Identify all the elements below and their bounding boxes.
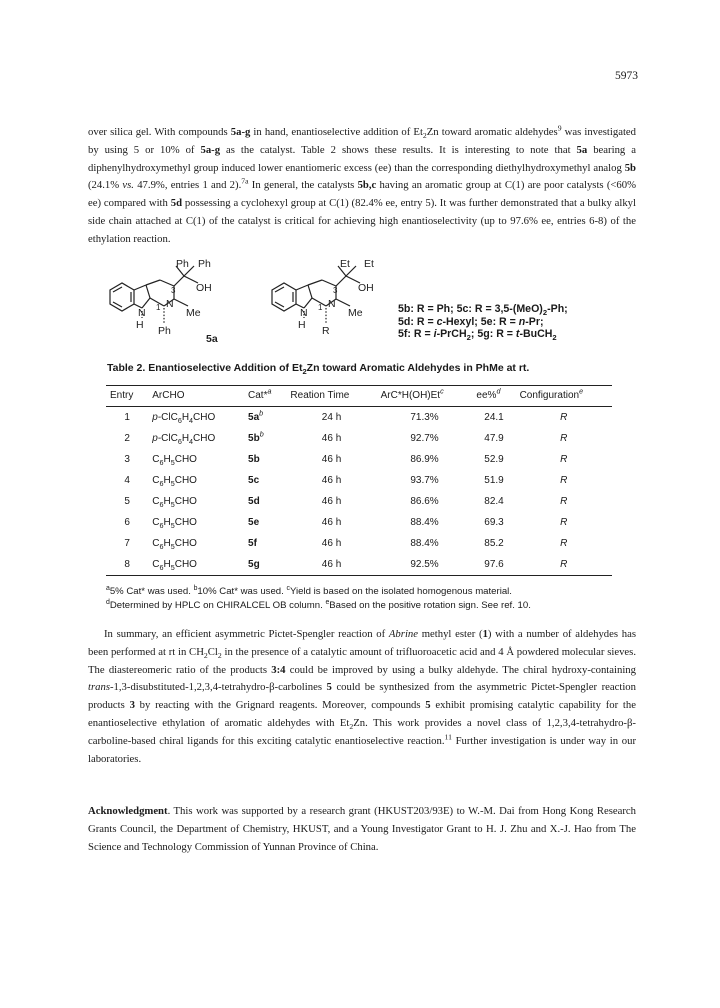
cell-time: 46 h	[321, 454, 342, 465]
cell-aldehyde: $C_6H_5CHO$	[152, 475, 197, 488]
5bg-et-label-1: Et	[340, 258, 350, 270]
r-group-definitions	[398, 303, 568, 341]
col-header-catalyst: Cat*$^a$	[244, 386, 286, 407]
table-row	[106, 512, 612, 533]
5a-ph-r-label: Ph	[158, 325, 171, 337]
5bg-r-label: R	[322, 325, 330, 337]
cell-ee: 52.9	[484, 454, 504, 465]
cell-time: 46 h	[286, 554, 376, 576]
cell-yield: 71.3%	[410, 412, 439, 423]
structure-5a	[110, 266, 198, 324]
cell-entry: 8	[106, 554, 148, 576]
5a-ph-label-1: Ph	[176, 258, 189, 270]
5bg-c1-label: 1	[318, 303, 323, 312]
cell-yield: 92.5%	[377, 554, 473, 576]
cell-yield: 93.7%	[410, 475, 439, 486]
cell-cat: $5b^b$	[248, 429, 264, 444]
table-row	[106, 491, 612, 512]
r-def-line: 5f: R = i-PrCH$_2$; 5g: R = t-BuCH$_2$	[398, 328, 557, 343]
cell-cat: 5e	[248, 517, 260, 528]
cell-ee: 24.1	[484, 412, 504, 423]
5bg-me-label: Me	[348, 307, 363, 319]
5a-n2-label: N	[166, 298, 174, 310]
cell-config: R	[560, 538, 568, 549]
5bg-oh-label: OH	[358, 282, 374, 294]
cell-entry: 5	[124, 496, 130, 507]
table-row	[106, 449, 612, 470]
cell-time: 46 h	[321, 538, 342, 549]
summary-paragraph: In summary, an efficient asymmetric Pictet-Spengler reaction of Abrine methyl ester (1) with a number of aldehydes has been performed at rt in $CH_2Cl_2$ in the presence of a catalytic amount of trifluoroacetic acid and 4 Å powdered molecular sieves. The diastereomeric ratio of the products 3:4 could be improved by using a bulky aldehyde. The chiral hydroxy-containing trans-1,3-disubstituted-1,2,3,4-tetrahydro-β-carbolines 5 could be synthesized from the asymmetric Pictet-Spengler reaction products 3 by reacting with the Grignard reagents. Moreover, compounds 5 exhibit promising catalytic capability for the enantioselective ethylation of aromatic aldehydes with $Et_2Zn$. This work provides a novel class of 1,2,3,4-tetrahydro-β-carboline-based chiral ligands for this exciting catalytic enantioselective reaction.$^{11}$ Further investigation is under way in our laboratories.	[88, 628, 637, 765]
table-body	[106, 407, 612, 576]
cell-ee: 97.6	[472, 554, 515, 576]
footnote-line: $^d$Determined by HPLC on CHIRALCEL OB column. $^e$Based on the positive rotation sign. See ref. 10.	[106, 598, 531, 611]
results-paragraph: over silica gel. With compounds 5a-g in hand, enantioselective addition of $Et_2Zn$ toward aromatic aldehydes$^9$ was investigated by using 5 or 10% of 5a-g as the catalyst. Table 2 shows these results. It is interesting to note that 5a bearing a diphenylhydroxymethyl group induced lower enantiomeric excess (ee) than the corresponding diethylhydroxymethyl analog 5b (24.1% vs. 47.9%, entries 1 and 2).$^{7a}$ In general, the catalysts 5b,c having an aromatic group at C(1) are poor catalysts (<60% ee) compared with 5d possessing a cyclohexyl group at C(1) (82.4% ee, entry 5). It was further demonstrated that a bulky alkyl side chain attached at C(1) of the catalyst is critical for achieving high enantioselectivity (up to 97.6% ee, entries 6-8) of the ethylation reaction.	[88, 123, 637, 245]
cell-entry: 6	[124, 517, 130, 528]
cell-ee: 51.9	[484, 475, 504, 486]
5bg-c3-label: 3	[333, 286, 338, 295]
cell-config: R	[560, 454, 568, 465]
table-row	[106, 533, 612, 554]
cell-time: 46 h	[321, 517, 342, 528]
cell-config: R	[560, 412, 568, 423]
cell-yield: 86.9%	[410, 454, 439, 465]
cell-aldehyde: $p-ClC_6H_4CHO$	[152, 412, 216, 425]
table-row	[106, 428, 612, 449]
5a-ph-label-2: Ph	[198, 258, 211, 270]
cell-aldehyde: $p-ClC_6H_4CHO$	[152, 433, 216, 446]
cell-time: 24 h	[321, 412, 342, 423]
5a-compound-label: 5a	[206, 333, 218, 345]
cell-ee: 82.4	[484, 496, 504, 507]
5a-oh-label: OH	[196, 282, 212, 294]
cell-aldehyde: $C_6H_5CHO$	[148, 554, 244, 576]
cell-aldehyde: $C_6H_5CHO$	[152, 454, 197, 467]
cell-yield: 92.7%	[410, 433, 439, 444]
cell-yield: 88.4%	[410, 517, 439, 528]
cell-yield: 88.4%	[410, 538, 439, 549]
cell-time: 46 h	[321, 475, 342, 486]
table-caption: Table 2. Enantioselective Addition of $Et_2Zn$ toward Aromatic Aldehydes in PhMe at rt.	[107, 362, 530, 377]
cell-config: R	[560, 496, 568, 507]
5a-n-label: N	[138, 307, 146, 319]
cell-cat: 5c	[248, 475, 260, 486]
cell-entry: 7	[124, 538, 130, 549]
cell-config: R	[560, 433, 568, 444]
5bg-et-label-2: Et	[364, 258, 374, 270]
page-number: 5973	[615, 70, 638, 82]
5bg-h-label: H	[298, 319, 306, 331]
5bg-n2-label: N	[328, 298, 336, 310]
r-def-line: 5d: R = c-Hexyl; 5e: R = n-Pr;	[398, 315, 544, 328]
col-header-entry: Entry	[106, 386, 148, 407]
5a-c1-label: 1	[156, 303, 161, 312]
structure-5b-g	[272, 266, 360, 324]
cell-ee: 85.2	[484, 538, 504, 549]
cell-time: 46 h	[321, 433, 342, 444]
table-row	[106, 407, 612, 429]
cell-time: 46 h	[321, 496, 342, 507]
cell-cat: 5g	[244, 554, 286, 576]
r-def-line: 5b: R = Ph; 5c: $R = 3,5-(MeO)_2-Ph$;	[398, 303, 568, 318]
cell-config: R	[560, 517, 568, 528]
col-header-yield: ArC*H(OH)Et$^c$	[377, 386, 473, 407]
footnote-line: $^a$5% Cat* was used. $^b$10% Cat* was used. $^c$Yield is based on the isolated homogenous material.	[106, 584, 512, 597]
cell-entry: 4	[124, 475, 130, 486]
cell-entry: 2	[124, 433, 130, 444]
col-header-aldehyde: ArCHO	[148, 386, 244, 407]
table-row	[106, 470, 612, 491]
cell-aldehyde: $C_6H_5CHO$	[152, 517, 197, 530]
col-header-ee: ee%$^d$	[472, 386, 515, 407]
acknowledgment-paragraph: Acknowledgment. This work was supported by a research grant (HKUST203/93E) to W.-M. Dai from Hong Kong Research Grants Council, the Department of Chemistry, HKUST, and a Young Investigator Grant to H. J. Zhu and X.-J. Hao from The Science and Technology Commission of Yunnan Province of China.	[88, 805, 636, 853]
cell-entry: 3	[124, 454, 130, 465]
table-header-row	[106, 386, 612, 407]
cell-cat: $5a^b$	[248, 408, 264, 423]
table-row	[106, 554, 612, 576]
cell-config: R	[560, 475, 568, 486]
table-footnotes	[106, 585, 626, 612]
results-table	[106, 385, 612, 576]
cell-cat: 5d	[248, 496, 260, 507]
cell-aldehyde: $C_6H_5CHO$	[152, 538, 197, 551]
5a-h-label: H	[136, 319, 144, 331]
cell-config: R	[516, 554, 612, 576]
cell-ee: 47.9	[484, 433, 504, 444]
cell-yield: 86.6%	[410, 496, 439, 507]
cell-aldehyde: $C_6H_5CHO$	[152, 496, 197, 509]
cell-ee: 69.3	[484, 517, 504, 528]
5a-me-label: Me	[186, 307, 201, 319]
cell-cat: 5f	[248, 538, 257, 549]
cell-entry: 1	[124, 412, 130, 423]
cell-cat: 5b	[248, 454, 260, 465]
5a-c3-label: 3	[171, 286, 176, 295]
col-header-time: Reation Time	[286, 386, 376, 407]
5bg-n-label: N	[300, 307, 308, 319]
col-header-configuration: Configuration$^e$	[516, 386, 612, 407]
